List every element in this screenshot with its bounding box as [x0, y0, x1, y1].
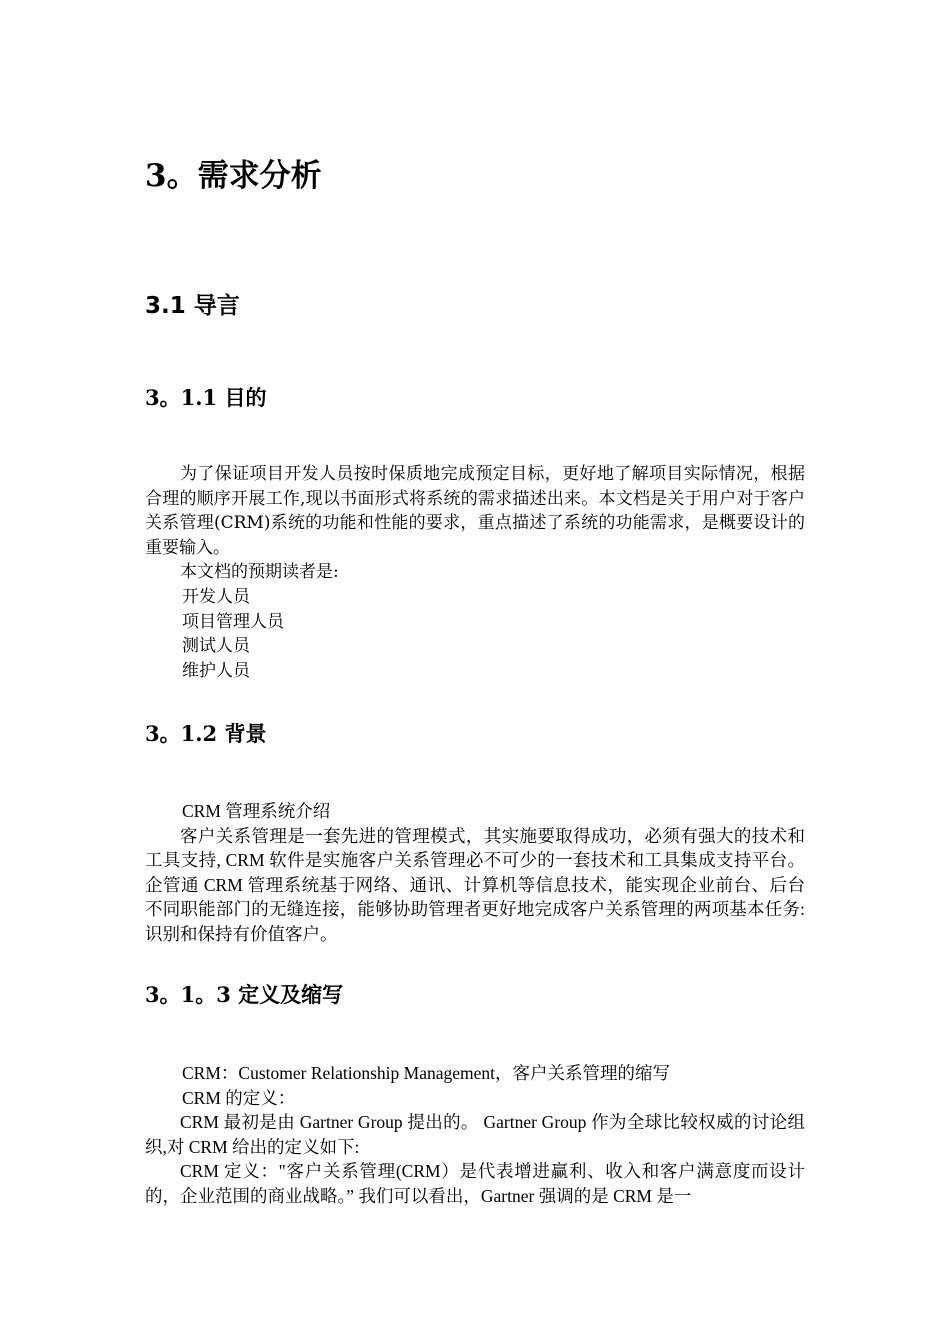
document-title: 3。需求分析 — [145, 158, 322, 194]
purpose-section-body — [145, 462, 805, 683]
background-paragraph: 客户关系管理是一套先进的管理模式，其实施要取得成功，必须有强大的技术和工具支持, CRM 软件是实施客户关系管理必不可少的一套技术和工具集成支持平台。企管通 CRM 管理系统基于网络、通讯、计算机等信息技术，能实现企业前台、后台不同职能部门的无缝连接，能够协助管理者更好地完成客户关系管理的两项基本任务:识别和保持有价值客户。 — [145, 825, 805, 944]
definitions-section-body — [145, 1061, 805, 1209]
definition-line-crm-definition-label: CRM 的定义： — [182, 1087, 296, 1108]
purpose-paragraph: 为了保证项目开发人员按时保质地完成预定目标，更好地了解项目实际情况，根据合理的顺序开展工作,现以书面形式将系统的需求描述出来。本文档是关于用户对于客户关系管理(CRM)系统的功能和性能的要求，重点描述了系统的功能需求，是概要设计的重要输入。 — [145, 464, 805, 558]
section-heading-background: 3。1.2 背景 — [145, 721, 267, 746]
reader-item-maintainers: 维护人员 — [182, 660, 250, 681]
section-heading-intro: 3.1 导言 — [145, 293, 240, 319]
reader-item-testers: 测试人员 — [182, 636, 250, 657]
background-section-body — [145, 799, 805, 947]
reader-item-project-managers: 项目管理人员 — [182, 611, 284, 632]
readers-intro: 本文档的预期读者是: — [180, 562, 339, 583]
definition-line-crm-abbrev: CRM：Customer Relationship Management，客户关系管理的缩写 — [182, 1063, 671, 1083]
section-heading-definitions: 3。1。3 定义及缩写 — [145, 982, 344, 1007]
definition-paragraph-crm-definition: CRM 定义："客户关系管理(CRM）是代表增进赢利、收入和客户满意度而设计的，企业范围的商业战略。” 我们可以看出，Gartner 强调的是 CRM 是一 — [145, 1161, 805, 1206]
section-heading-purpose: 3。1.1 目的 — [145, 385, 267, 410]
definition-paragraph-gartner: CRM 最初是由 Gartner Group 提出的。 Gartner Group 作为全球比较权威的讨论组织,对 CRM 给出的定义如下: — [145, 1112, 805, 1157]
reader-item-developers: 开发人员 — [182, 586, 250, 607]
background-subtitle: CRM 管理系统介绍 — [182, 801, 331, 821]
